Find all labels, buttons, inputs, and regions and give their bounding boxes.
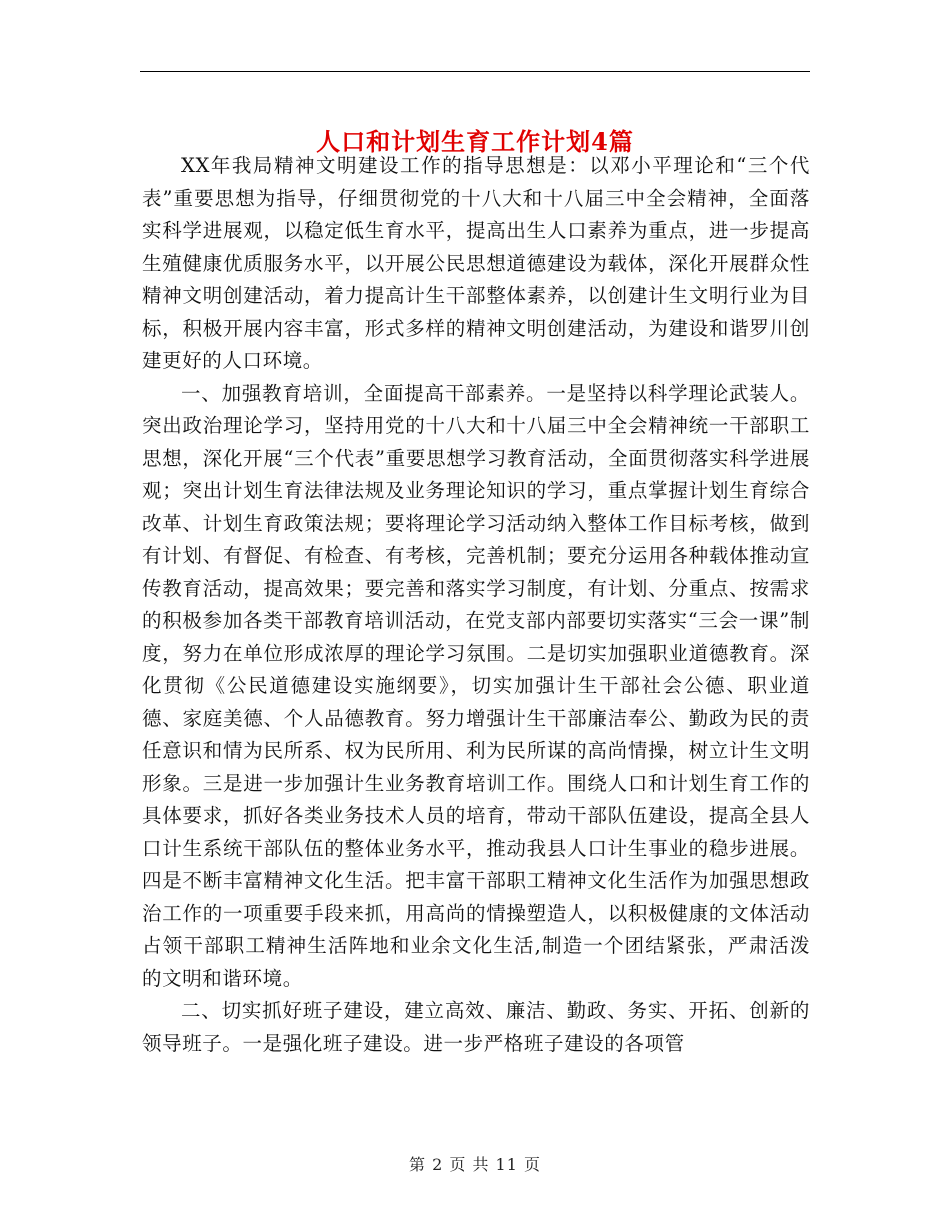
page-number-footer: 第 2 页 共 11 页: [409, 1155, 541, 1174]
body-paragraph: XX年我局精神文明建设工作的指导思想是：以邓小平理论和“三个代表”重要思想为指导，仔细贯彻党的十八大和十八届三中全会精神，全面落实科学进展观，以稳定低生育水平，提高出生人口素养为重点，进一步提高生殖健康优质服务水平，以开展公民思想道德建设为载体，深化开展群众性精神文明创建活动，着力提高计生干部整体素养，以创建计生文明行业为目标，积极开展内容丰富，形式多样的精神文明创建活动，为建设和谐罗川创建更好的人口环境。: [142, 154, 810, 372]
body-paragraph: 二、切实抓好班子建设，建立高效、廉洁、勤政、务实、开拓、创新的领导班子。一是强化班子建设。进一步严格班子建设的各项管: [142, 999, 810, 1055]
body-paragraph: 一、加强教育培训，全面提高干部素养。一是坚持以科学理论武装人。突出政治理论学习，坚持用党的十八大和十八届三中全会精神统一干部职工思想，深化开展“三个代表”重要思想学习教育活动，全面贯彻落实科学进展观；突出计划生育法律法规及业务理论知识的学习，重点掌握计划生育综合改革、计划生育政策法规；要将理论学习活动纳入整体工作目标考核，做到有计划、有督促、有检查、有考核，完善机制；要充分运用各种载体推动宣传教育活动，提高效果；要完善和落实学习制度，有计划、分重点、按需求的积极参加各类干部教育培训活动，在党支部内部要切实落实“三会一课”制度，努力在单位形成浓厚的理论学习氛围。二是切实加强职业道德教育。深化贯彻《公民道德建设实施纲要》，切实加强计生干部社会公德、职业道德、家庭美德、个人品德教育。努力增强计生干部廉洁奉公、勤政为民的责任意识和情为民所系、权为民所用、利为民所谋的高尚情操，树立计生文明形象。三是进一步加强计生业务教育培训工作。围绕人口和计划生育工作的具体要求，抓好各类业务技术人员的培育，带动干部队伍建设，提高全县人口计生系统干部队伍的整体业务水平，推动我县人口计生事业的稳步进展。四是不断丰富精神文化生活。把丰富干部职工精神文化生活作为加强思想政治工作的一项重要手段来抓，用高尚的情操塑造人，以积极健康的文体活动占领干部职工精神生活阵地和业余文化生活,制造一个团结紧张，严肃活泼的文明和谐环境。: [142, 381, 810, 990]
header-rule: [140, 71, 810, 72]
document-body: [142, 150, 810, 1060]
document-title: 人口和计划生育工作计划4篇: [316, 127, 634, 157]
